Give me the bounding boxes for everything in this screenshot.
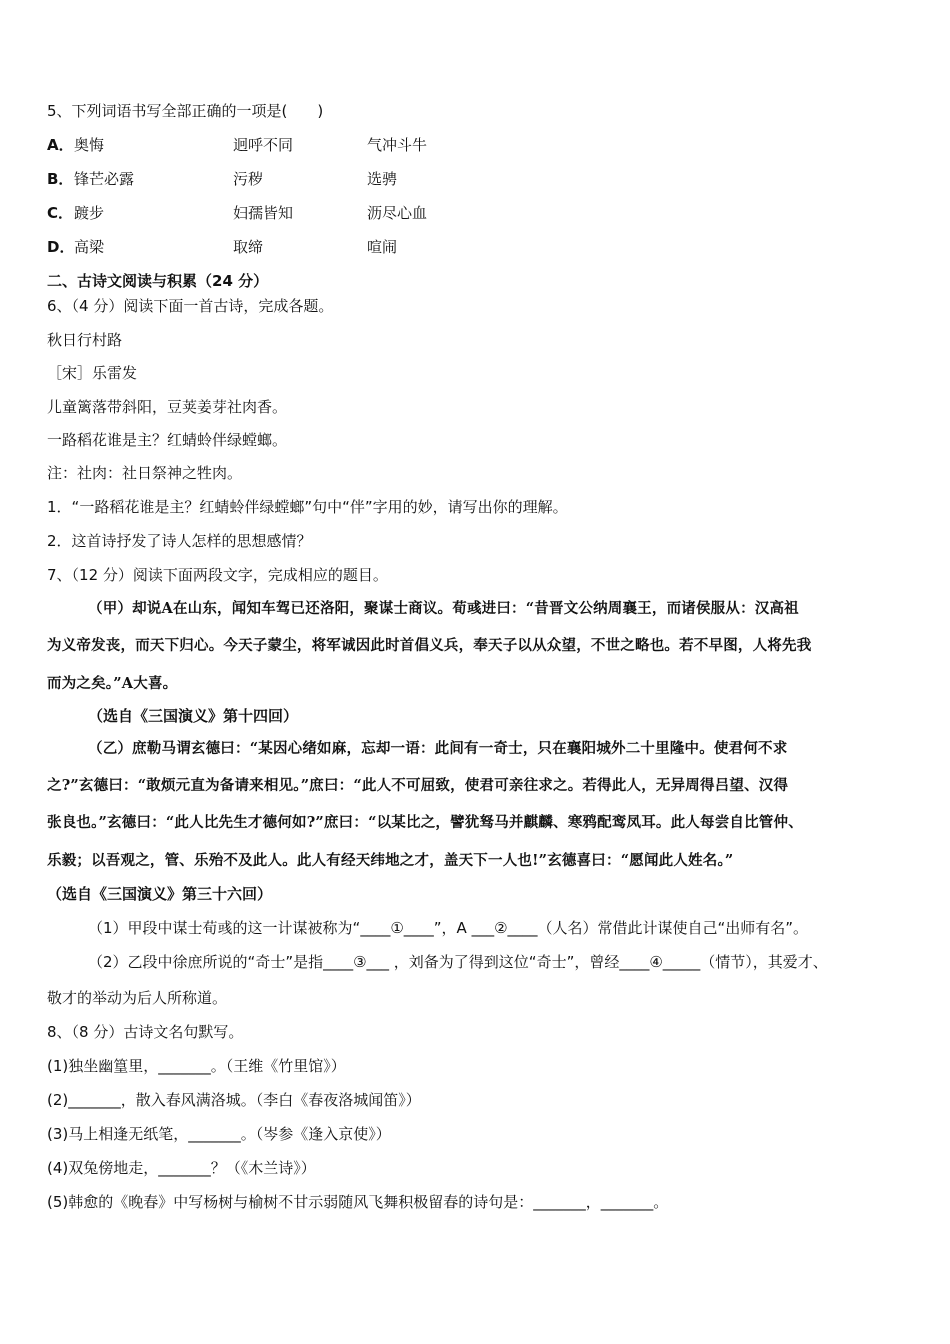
- poem-author: ［宋］乐雷发: [47, 364, 138, 382]
- passage-line: （甲）却说A在山东，闻知车驾已还洛阳，聚谋士商议。荀彧进曰：“昔晋文公纳周襄王，而诸侯服从：汉高祖: [88, 600, 799, 617]
- q6-sub-question-2: 2．这首诗抒发了诗人怎样的思想感情？: [47, 532, 312, 550]
- passage-line: （乙）庶勒马谓玄德曰：“某因心绪如麻，忘却一语：此间有一奇士，只在襄阳城外二十里隆中。使君何不求: [88, 740, 788, 757]
- recitation-item: (2)_______，散入春风满洛城。（李白《春夜洛城闻笛》）: [47, 1091, 421, 1109]
- option-word-1: 高梁: [74, 238, 105, 256]
- option-letter: A．: [47, 136, 74, 154]
- passage-line: 而为之矣。”A大喜。: [47, 675, 178, 692]
- q6-stem: 6、（4 分）阅读下面一首古诗，完成各题。: [47, 297, 334, 315]
- option-letter: B．: [47, 170, 74, 188]
- recitation-item: (3)马上相逢无纸笔，_______。（岑参《逢入京使》）: [47, 1125, 391, 1143]
- option-word-3: 喧闹: [367, 238, 398, 256]
- recitation-item: (5)韩愈的《晚春》中写杨树与榆树不甘示弱随风飞舞积极留春的诗句是：_______，_______。: [47, 1193, 669, 1211]
- option-word-2: 污秽: [233, 170, 264, 188]
- option-letter: C．: [47, 204, 74, 222]
- poem-title: 秋日行村路: [47, 331, 123, 349]
- option-word-2: 迥呼不同: [233, 136, 294, 154]
- poem-note: 注：社肉：社日祭神之牲肉。: [47, 464, 243, 482]
- q8-stem: 8、（8 分）古诗文名句默写。: [47, 1023, 244, 1041]
- option-word-3: 沥尽心血: [367, 204, 428, 222]
- passage-source: （选自《三国演义》第十四回）: [88, 707, 299, 725]
- option-word-1: 锋芒必露: [74, 170, 135, 188]
- q7-sub-question-2-cont: 敬才的举动为后人所称道。: [47, 989, 228, 1007]
- passage-source: （选自《三国演义》第三十六回）: [47, 885, 273, 903]
- passage-line: 张良也。”玄德曰：“此人比先生才德何如?”庶曰：“以某比之，譬犹驽马并麒麟、寒鸦配鸾凤耳。此人每尝自比管仲、: [47, 814, 803, 831]
- option-word-3: 气冲斗牛: [367, 136, 428, 154]
- option-word-1: 奥悔: [74, 136, 105, 154]
- q7-sub-question-1: （1）甲段中谋士荀彧的这一计谋被称为“____①____”，A ___②____（人名）常借此计谋使自己“出师有名”。: [88, 919, 809, 937]
- passage-line: 乐毅；以吾观之，管、乐殆不及此人。此人有经天纬地之才，盖天下一人也!”玄德喜曰：“愿闻此人姓名。”: [47, 852, 734, 869]
- passage-line: 之?”玄德曰：“敢烦元直为备请来相见。”庶曰：“此人不可屈致，使君可亲往求之。若得此人，无异周得吕望、汉得: [47, 777, 789, 794]
- q7-stem: 7、（12 分）阅读下面两段文字，完成相应的题目。: [47, 566, 388, 584]
- q7-sub-question-2: （2）乙段中徐庶所说的“奇士”是指____③___ ，刘备为了得到这位“奇士”，曾经____④_____（情节），其爱才、: [88, 953, 828, 971]
- passage-line: 为义帝发丧，而天下归心。今天子蒙尘，将军诚因此时首倡义兵，奉天子以从众望，不世之略也。若不早图，人将先我: [47, 637, 812, 654]
- option-word-3: 选骋: [367, 170, 398, 188]
- option-word-2: 妇孺皆知: [233, 204, 294, 222]
- option-letter: D．: [47, 238, 75, 256]
- q6-sub-question-1: 1．“一路稻花谁是主？红蜻蛉伴绿螳螂”句中“伴”字用的妙，请写出你的理解。: [47, 498, 568, 516]
- q5-stem: 5、下列词语书写全部正确的一项是( ): [47, 102, 324, 120]
- poem-line-2: 一路稻花谁是主？红蜻蛉伴绿螳螂。: [47, 431, 288, 449]
- poem-line-1: 儿童篱落带斜阳，豆荚姜芽社肉香。: [47, 398, 288, 416]
- section-title: 二、古诗文阅读与积累（24 分）: [47, 272, 269, 290]
- recitation-item: (1)独坐幽篁里，_______。（王维《竹里馆》）: [47, 1057, 346, 1075]
- option-word-1: 踱步: [74, 204, 105, 222]
- recitation-item: (4)双兔傍地走，_______？（《木兰诗》）: [47, 1159, 316, 1177]
- option-word-2: 取缔: [233, 238, 264, 256]
